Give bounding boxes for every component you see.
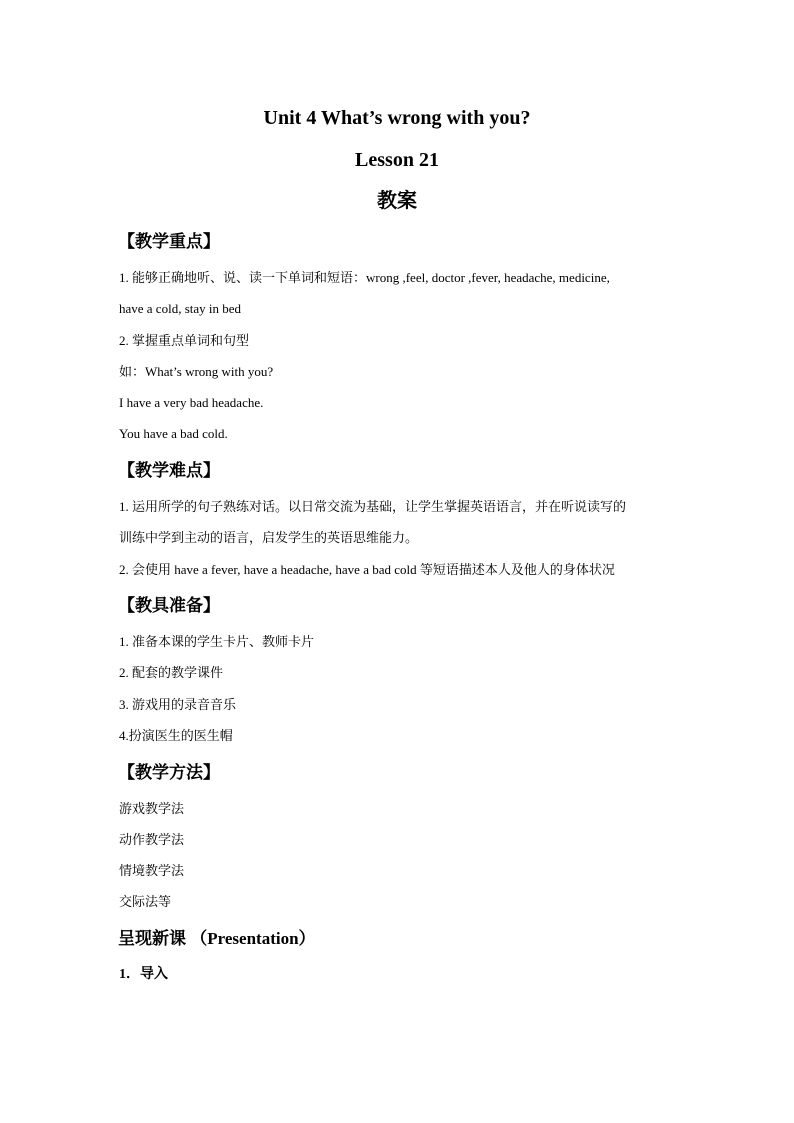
materials-line: 1. 准备本课的学生卡片、教师卡片 [119, 634, 315, 649]
intro-subheading: 1．导入 [119, 967, 168, 982]
methods-heading: 【教学方法】 [118, 763, 220, 782]
key-points-line: 如：What’s wrong with you? [119, 364, 274, 379]
presentation-heading: 呈现新课 （Presentation） [118, 929, 316, 948]
lesson-plan-title: 教案 [377, 190, 417, 212]
methods-line: 情境教学法 [119, 863, 185, 878]
lesson-title: Lesson 21 [355, 149, 439, 171]
difficulties-heading: 【教学难点】 [118, 461, 220, 480]
key-points-line: have a cold, stay in bed [119, 301, 242, 316]
key-points-heading: 【教学重点】 [118, 232, 220, 251]
materials-line: 2. 配套的教学课件 [119, 665, 224, 680]
difficulties-line: 2. 会使用 have a fever, have a headache, have a bad cold 等短语描述本人及他人的身体状况 [119, 562, 615, 577]
key-points-line: 1. 能够正确地听、说、读一下单词和短语：wrong ,feel, doctor ,fever, headache, medicine, [119, 270, 610, 285]
methods-line: 动作教学法 [119, 832, 185, 847]
unit-title: Unit 4 What’s wrong with you? [263, 107, 531, 129]
difficulties-line: 1. 运用所学的句子熟练对话。以日常交流为基础，让学生掌握英语语言，并在听说读写的 [119, 499, 627, 514]
key-points-line: I have a very bad headache. [119, 395, 264, 410]
methods-line: 游戏教学法 [119, 801, 185, 816]
key-points-line: You have a bad cold. [119, 426, 228, 441]
key-points-line: 2. 掌握重点单词和句型 [119, 333, 250, 348]
difficulties-line: 训练中学到主动的语言，启发学生的英语思维能力。 [119, 530, 419, 545]
materials-line: 4.扮演医生的医生帽 [119, 728, 233, 743]
materials-heading: 【教具准备】 [118, 596, 220, 615]
materials-line: 3. 游戏用的录音音乐 [119, 697, 237, 712]
methods-line: 交际法等 [119, 894, 172, 909]
